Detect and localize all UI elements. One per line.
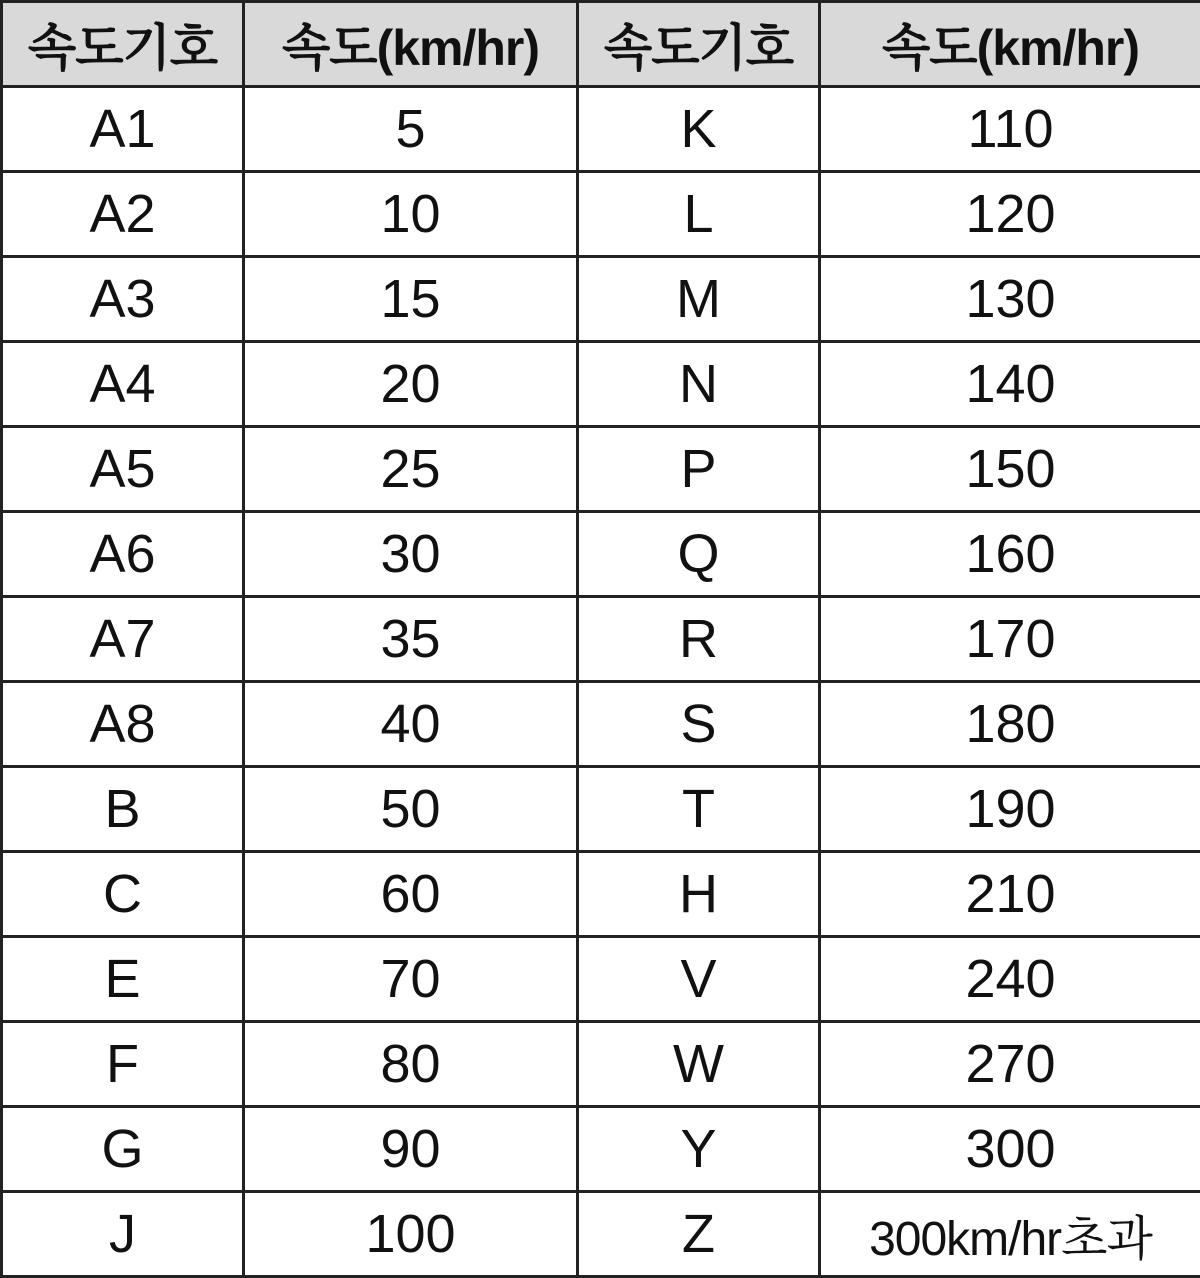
table-header bbox=[2, 2, 1200, 87]
speed-value-cell: 100 bbox=[244, 1192, 578, 1277]
speed-value-cell: 180 bbox=[820, 682, 1200, 767]
speed-symbol-cell: Q bbox=[578, 512, 820, 597]
speed-symbol-cell: W bbox=[578, 1022, 820, 1107]
speed-value-cell: 130 bbox=[820, 257, 1200, 342]
speed-value-cell: 50 bbox=[244, 767, 578, 852]
speed-value-cell: 90 bbox=[244, 1107, 578, 1192]
header-speed-symbol: 속도기호 bbox=[578, 2, 820, 87]
speed-value-cell: 270 bbox=[820, 1022, 1200, 1107]
table-row bbox=[2, 512, 1200, 597]
speed-symbol-cell: B bbox=[2, 767, 244, 852]
speed-value-cell: 160 bbox=[820, 512, 1200, 597]
speed-symbol-cell: A5 bbox=[2, 427, 244, 512]
speed-value-cell: 10 bbox=[244, 172, 578, 257]
speed-value-cell: 300km/hr초과 bbox=[820, 1192, 1200, 1277]
table-row bbox=[2, 937, 1200, 1022]
speed-value-cell: 5 bbox=[244, 87, 578, 172]
table-row bbox=[2, 1107, 1200, 1192]
speed-value-cell: 35 bbox=[244, 597, 578, 682]
speed-symbol-cell: V bbox=[578, 937, 820, 1022]
speed-symbol-cell: T bbox=[578, 767, 820, 852]
speed-value-cell: 70 bbox=[244, 937, 578, 1022]
speed-symbol-cell: A6 bbox=[2, 512, 244, 597]
speed-symbol-cell: R bbox=[578, 597, 820, 682]
table-row bbox=[2, 1022, 1200, 1107]
speed-symbol-cell: A3 bbox=[2, 257, 244, 342]
speed-value-cell: 60 bbox=[244, 852, 578, 937]
speed-value-cell: 20 bbox=[244, 342, 578, 427]
table-row bbox=[2, 172, 1200, 257]
speed-value-cell: 15 bbox=[244, 257, 578, 342]
speed-symbol-cell: Z bbox=[578, 1192, 820, 1277]
speed-symbol-cell: K bbox=[578, 87, 820, 172]
speed-symbol-cell: C bbox=[2, 852, 244, 937]
table-row bbox=[2, 257, 1200, 342]
speed-value-cell: 140 bbox=[820, 342, 1200, 427]
table-row bbox=[2, 597, 1200, 682]
speed-symbol-cell: P bbox=[578, 427, 820, 512]
header-speed-kmh: 속도(km/hr) bbox=[244, 2, 578, 87]
speed-symbol-cell: A8 bbox=[2, 682, 244, 767]
speed-symbol-cell: S bbox=[578, 682, 820, 767]
speed-symbol-cell: A4 bbox=[2, 342, 244, 427]
speed-value-cell: 190 bbox=[820, 767, 1200, 852]
speed-symbol-cell: J bbox=[2, 1192, 244, 1277]
header-speed-symbol: 속도기호 bbox=[2, 2, 244, 87]
speed-value-cell: 25 bbox=[244, 427, 578, 512]
table-row bbox=[2, 342, 1200, 427]
speed-symbol-cell: A2 bbox=[2, 172, 244, 257]
speed-value-cell: 210 bbox=[820, 852, 1200, 937]
header-row bbox=[2, 2, 1200, 87]
table-row bbox=[2, 427, 1200, 512]
speed-symbol-cell: L bbox=[578, 172, 820, 257]
speed-value-cell: 40 bbox=[244, 682, 578, 767]
speed-symbol-cell: A1 bbox=[2, 87, 244, 172]
speed-value-cell: 300 bbox=[820, 1107, 1200, 1192]
speed-symbol-cell: H bbox=[578, 852, 820, 937]
speed-symbol-cell: F bbox=[2, 1022, 244, 1107]
header-speed-kmh: 속도(km/hr) bbox=[820, 2, 1200, 87]
table-body bbox=[2, 87, 1200, 1277]
speed-value-cell: 150 bbox=[820, 427, 1200, 512]
speed-symbol-cell: Y bbox=[578, 1107, 820, 1192]
speed-value-cell: 240 bbox=[820, 937, 1200, 1022]
speed-symbol-cell: N bbox=[578, 342, 820, 427]
speed-symbol-cell: E bbox=[2, 937, 244, 1022]
speed-value-cell: 170 bbox=[820, 597, 1200, 682]
table-row bbox=[2, 852, 1200, 937]
speed-symbol-cell: M bbox=[578, 257, 820, 342]
table-row bbox=[2, 87, 1200, 172]
table-row bbox=[2, 767, 1200, 852]
speed-value-cell: 120 bbox=[820, 172, 1200, 257]
speed-value-cell: 80 bbox=[244, 1022, 578, 1107]
speed-value-cell: 110 bbox=[820, 87, 1200, 172]
table-row bbox=[2, 682, 1200, 767]
speed-symbol-cell: A7 bbox=[2, 597, 244, 682]
speed-value-cell: 30 bbox=[244, 512, 578, 597]
speed-symbol-cell: G bbox=[2, 1107, 244, 1192]
